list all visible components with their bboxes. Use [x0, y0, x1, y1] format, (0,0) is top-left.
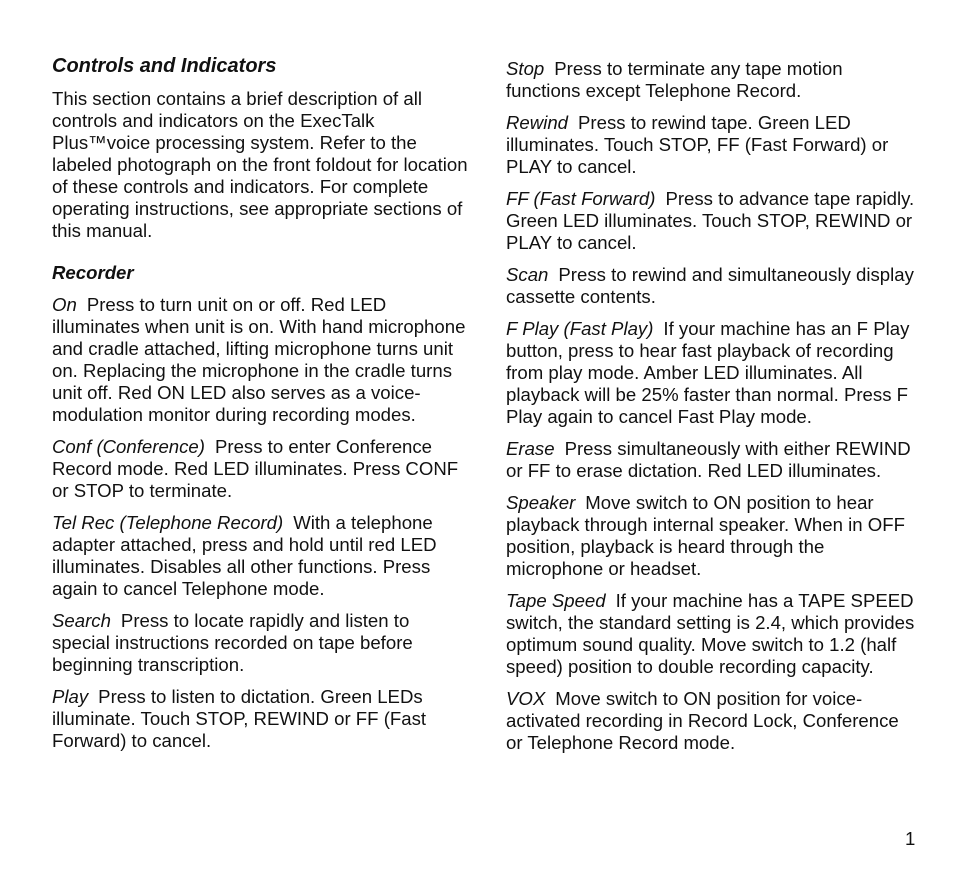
entry-text: Press to locate rapidly and listen to special instructions recorded on tape before beginning transcription.	[52, 610, 413, 675]
entry-erase	[506, 438, 916, 482]
entry-text: Press to listen to dictation. Green LEDs illuminate. Touch STOP, REWIND or FF (Fast Forward) to cancel.	[52, 686, 427, 751]
entry-tape-speed	[506, 590, 916, 678]
entry-term: Play	[52, 686, 89, 707]
entry-term: Tape Speed	[506, 590, 606, 611]
entry-on	[52, 294, 470, 426]
entry-term: Conf (Conference)	[52, 436, 205, 457]
entry-term: Erase	[506, 438, 555, 459]
entry-vox	[506, 688, 916, 754]
section-title: Controls and Indicators	[52, 55, 277, 77]
entry-text: If your machine has a TAPE SPEED switch, the standard setting is 2.4, which provides optimum sound quality. Move switch to 1.2 (half speed) position to double recording capacity.	[506, 590, 915, 677]
entry-text: With a telephone adapter attached, press and hold until red LED illuminates. Disables all other functions. Press again to cancel Telephone mode.	[52, 512, 437, 599]
entry-term: Search	[52, 610, 111, 631]
entry-term: Tel Rec (Telephone Record)	[52, 512, 284, 533]
right-column	[506, 58, 916, 764]
entry-speaker	[506, 492, 916, 580]
entry-search	[52, 610, 470, 676]
entry-text: Press to advance tape rapidly. Green LED illuminates. Touch STOP, REWIND or PLAY to cancel.	[506, 188, 915, 253]
intro-paragraph: This section contains a brief description of all controls and indicators on the ExecTalk Plus™voice processing system. Refer to the labeled photograph on the front foldout for location of these controls and indicators. For complete operating instructions, see appropriate sections of this manual.	[52, 88, 468, 241]
entry-stop	[506, 58, 916, 102]
entry-ff	[506, 188, 916, 254]
entry-tel-rec	[52, 512, 470, 600]
entry-text: Press to terminate any tape motion functions except Telephone Record.	[506, 58, 843, 101]
entry-text: Press to rewind and simultaneously display cassette contents.	[506, 264, 914, 307]
entry-term: Rewind	[506, 112, 569, 133]
left-column	[52, 54, 470, 762]
entry-text: Move switch to ON position to hear playback through internal speaker. When in OFF position, playback is heard through the microphone or headset.	[506, 492, 905, 579]
entry-term: On	[52, 294, 77, 315]
entry-play	[52, 686, 470, 752]
recorder-subheading: Recorder	[52, 262, 134, 283]
entry-term: VOX	[506, 688, 546, 709]
entry-term: F Play (Fast Play)	[506, 318, 654, 339]
page-number: 1	[905, 828, 916, 849]
entry-term: FF (Fast Forward)	[506, 188, 656, 209]
entry-text: Move switch to ON position for voice-activated recording in Record Lock, Conference or Telephone Record mode.	[506, 688, 899, 753]
entry-text: Press to turn unit on or off. Red LED illuminates when unit is on. With hand microphone and cradle attached, lifting microphone turns unit on. Replacing the microphone in the cradle turns unit off. Red ON LED also serves as a voice-modulation monitor during recording modes.	[52, 294, 466, 425]
entry-text: Press to enter Conference Record mode. Red LED illuminates. Press CONF or STOP to terminate.	[52, 436, 459, 501]
entry-term: Scan	[506, 264, 549, 285]
entry-text: Press to rewind tape. Green LED illuminates. Touch STOP, FF (Fast Forward) or PLAY to cancel.	[506, 112, 889, 177]
entry-text: If your machine has an F Play button, press to hear fast playback of recording from play mode. Amber LED illuminates. All playback will be 25% faster than normal. Press F Play again to cancel Fast Play mode.	[506, 318, 910, 427]
entry-term: Stop	[506, 58, 545, 79]
entry-conf	[52, 436, 470, 502]
entry-text: Press simultaneously with either REWIND or FF to erase dictation. Red LED illuminates.	[506, 438, 911, 481]
entry-rewind	[506, 112, 916, 178]
entry-scan	[506, 264, 916, 308]
entry-term: Speaker	[506, 492, 576, 513]
entry-f-play	[506, 318, 916, 428]
